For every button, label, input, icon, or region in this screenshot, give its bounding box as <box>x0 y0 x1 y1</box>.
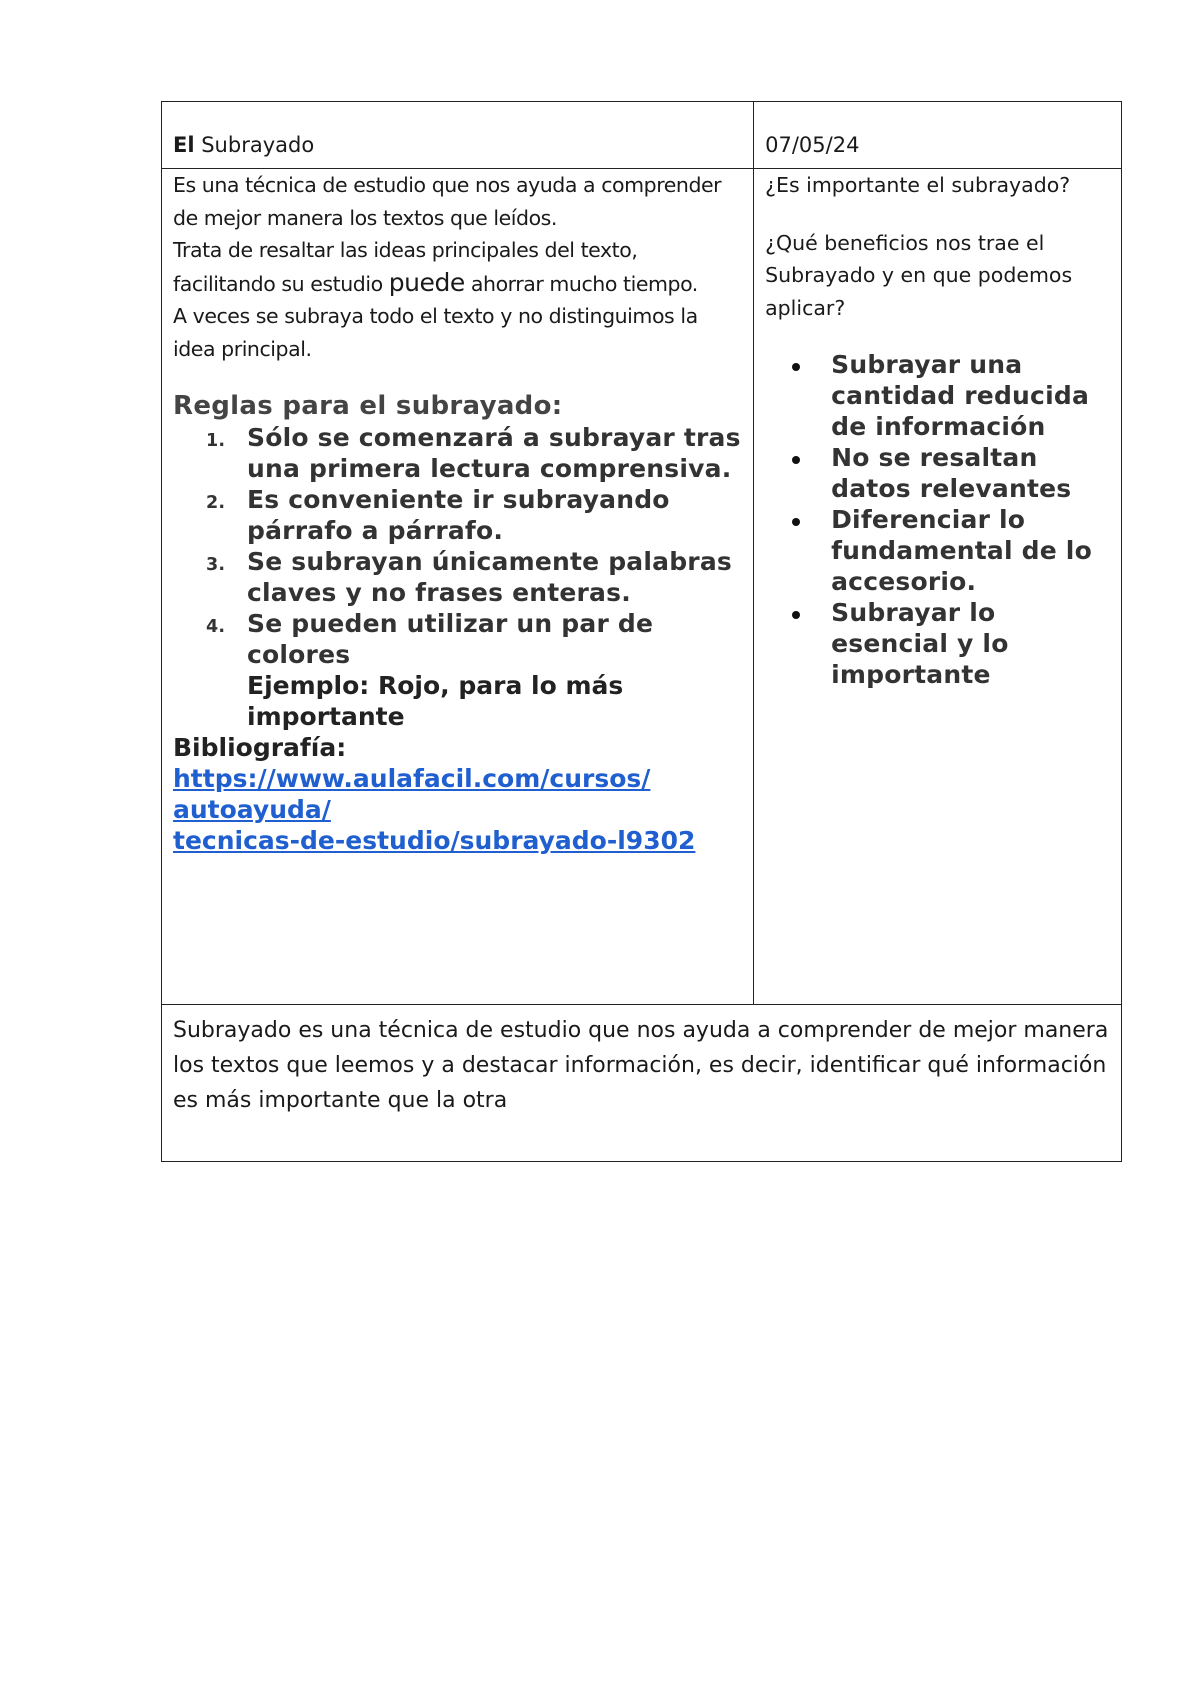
rule-text: Se pueden utilizar un par de colores <box>247 609 654 669</box>
bullet-icon <box>792 518 800 526</box>
rules-heading: Reglas para el subrayado: <box>173 391 563 421</box>
date-text: 07/05/24 <box>765 133 860 157</box>
rules-list <box>173 422 743 670</box>
rule-number: 4. <box>206 617 226 637</box>
summary-row <box>162 1005 1122 1162</box>
date-cell <box>754 102 1122 169</box>
rule-item <box>206 608 743 670</box>
rule-item <box>206 484 743 546</box>
content-row <box>162 169 1122 1005</box>
benefit-item <box>831 504 1111 597</box>
rule-text: Sólo se comenzará a subrayar tras una primera lectura comprensiva. <box>247 423 741 483</box>
summary-text: Subrayado es una técnica de estudio que nos ayuda a comprender de mejor manera los textos que leemos y a destacar información, es decir, identificar qué información es más importante que la otra <box>173 1018 1109 1113</box>
title-prefix: El <box>173 133 195 157</box>
bibliography-link-line-2[interactable]: autoayuda/ <box>173 795 331 824</box>
intro-2-part-a: Trata de resaltar las ideas principales del texto, facilitando su estudio <box>173 238 638 296</box>
rule-number: 1. <box>206 431 226 451</box>
benefit-text: Subrayar lo esencial y lo importante <box>831 598 1009 689</box>
intro-paragraph-1: Es una técnica de estudio que nos ayuda a comprender de mejor manera los textos que leídos. <box>173 173 722 230</box>
intro-paragraph-3: A veces se subraya todo el texto y no distinguimos la idea principal. <box>173 304 698 361</box>
example-text: Ejemplo: Rojo, para lo más importante <box>247 671 624 731</box>
rule-item <box>206 546 743 608</box>
bibliography-link-line-3[interactable]: tecnicas-de-estudio/subrayado-l9302 <box>173 826 696 855</box>
questions-cell <box>754 169 1122 1005</box>
bullet-icon <box>792 363 800 371</box>
rule-item <box>206 422 743 484</box>
header-row <box>162 102 1122 169</box>
page-title <box>173 102 743 157</box>
benefit-text: Subrayar una cantidad reducida de información <box>831 350 1090 441</box>
benefit-item <box>831 597 1111 690</box>
rule-number: 3. <box>206 555 226 575</box>
intro-paragraph-2 <box>173 234 743 300</box>
benefit-item <box>831 442 1111 504</box>
benefits-list <box>765 349 1111 690</box>
benefit-text: No se resaltan datos relevantes <box>831 443 1072 503</box>
title-cell <box>162 102 754 169</box>
notes-table <box>161 101 1122 1162</box>
bullet-icon <box>792 611 800 619</box>
bibliography-label: Bibliografía: <box>173 733 347 762</box>
rule-number: 2. <box>206 493 226 513</box>
definition-cell <box>162 169 754 1005</box>
title-rest: Subrayado <box>194 133 315 157</box>
intro-2-part-b: ahorrar mucho tiempo. <box>464 271 698 296</box>
question-1: ¿Es importante el subrayado? <box>765 173 1071 197</box>
bullet-icon <box>792 456 800 464</box>
rule-text: Se subrayan únicamente palabras claves y no frases enteras. <box>247 547 732 607</box>
rule-text: Es conveniente ir subrayando párrafo a párrafo. <box>247 485 670 545</box>
summary-cell <box>162 1005 1122 1162</box>
benefit-item <box>831 349 1111 442</box>
intro-2-big-word: puede <box>388 267 465 297</box>
benefit-text: Diferenciar lo fundamental de lo accesorio. <box>831 505 1092 596</box>
bibliography-link-line-1[interactable]: https://www.aulafacil.com/cursos/ <box>173 764 651 793</box>
question-2: ¿Qué beneficios nos trae el Subrayado y en que podemos aplicar? <box>765 230 1073 320</box>
